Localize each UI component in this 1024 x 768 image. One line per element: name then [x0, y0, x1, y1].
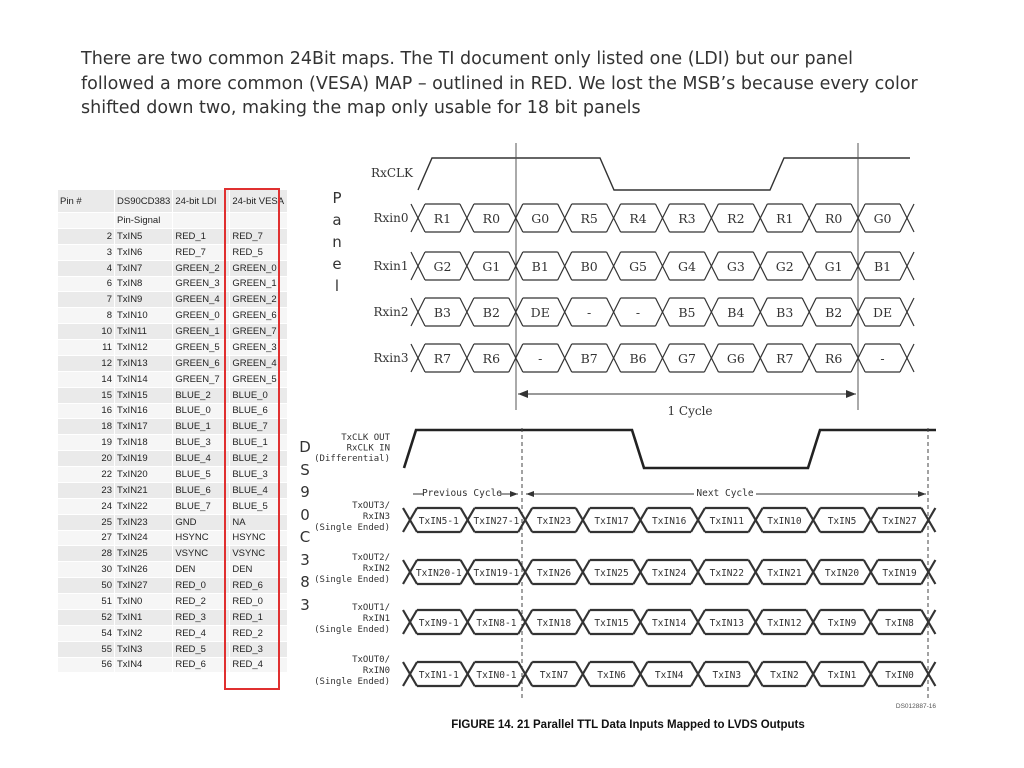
panel-bit-label: - [538, 351, 543, 366]
ds-bit-label: TxIN12 [767, 618, 802, 629]
cell-ldi: RED_0 [173, 578, 230, 594]
ds-lane-label: TxOUT1/ [352, 603, 390, 613]
ds-lane-label: RxIN2 [362, 564, 390, 574]
header-ldi: 24-bit LDI [173, 190, 230, 213]
cell-signal: TxIN1 [115, 609, 173, 625]
panel-bit-label: R6 [482, 351, 501, 366]
intro-paragraph: There are two common 24Bit maps. The TI document only listed one (LDI) but our panel followed a more common (VESA) MAP – outlined in RED. We lost the MSB’s because every color shifted down two, making the map only usable for 18 bit panels [81, 49, 918, 118]
ds-label-letter: 0 [300, 505, 310, 524]
panel-bit-label: B1 [531, 259, 549, 274]
cell-signal: TxIN18 [115, 435, 173, 451]
ds-bit-label: TxIN15 [594, 618, 629, 629]
ds-bit-label: TxIN22 [709, 568, 744, 579]
cell-ldi: RED_5 [173, 641, 230, 657]
cell-pin: 19 [58, 435, 115, 451]
cell-vesa: GREEN_5 [230, 371, 288, 387]
cell-pin: 6 [58, 276, 115, 292]
cell-pin: 50 [58, 578, 115, 594]
panel-bit-label: - [635, 305, 641, 320]
cell-vesa: RED_0 [230, 594, 288, 610]
cell-signal: TxIN27 [115, 578, 173, 594]
ds-lane-label: RxIN0 [362, 666, 390, 676]
ds-lane-label: (Single Ended) [314, 575, 390, 585]
panel-bit-label: R5 [580, 211, 598, 226]
cell-pin: 4 [58, 260, 115, 276]
ds-bit-label: TxIN0-1 [476, 670, 517, 681]
panel-lane-label: Rxin0 [373, 211, 409, 225]
panel-cycle-arrowhead [518, 390, 528, 398]
cell-vesa: GREEN_6 [230, 308, 288, 324]
ds-label-letter: S [300, 460, 310, 479]
ds-bit-label: TxIN5 [827, 516, 857, 527]
cell-ldi: GREEN_3 [173, 276, 230, 292]
cell-ldi: GREEN_2 [173, 260, 230, 276]
cell-signal: TxIN5 [115, 228, 173, 244]
ds-label-letter: C [299, 528, 311, 546]
panel-bit-label: G7 [677, 351, 696, 366]
header-vesa: 24-bit VESA [230, 190, 288, 213]
cell-ldi: RED_6 [173, 657, 230, 673]
ds-bit-label: TxIN24 [652, 568, 687, 579]
ds-arrowhead [510, 491, 518, 497]
ds-label-letter: 3 [300, 595, 310, 614]
ds-bit-label: TxIN9 [827, 618, 857, 629]
panel-clock-waveform [418, 158, 910, 190]
cell-ldi: DEN [173, 562, 230, 578]
ds-label-letter: 8 [300, 573, 310, 591]
panel-bit-label: B1 [873, 259, 892, 274]
cell-pin: 54 [58, 625, 115, 641]
panel-lane [411, 252, 914, 280]
cell-signal: TxIN24 [115, 530, 173, 546]
ds-lane-label: TxOUT0/ [352, 655, 390, 665]
panel-bit-label: B3 [776, 305, 794, 320]
ds-arrowhead [918, 491, 926, 497]
cell-ldi: BLUE_4 [173, 451, 230, 467]
cell-signal: TxIN11 [115, 324, 173, 340]
cell-vesa: RED_2 [230, 625, 288, 641]
panel-bit-label: DE [872, 305, 893, 320]
cell-pin: 22 [58, 467, 115, 483]
cell-signal: TxIN4 [115, 657, 173, 673]
panel-lane-label: Rxin1 [373, 259, 409, 273]
cell-signal: TxIN3 [115, 641, 173, 657]
panel-cycle-label: 1 Cycle [667, 404, 713, 418]
panel-bit-label: G2 [775, 259, 794, 274]
panel-bit-label: G0 [873, 211, 892, 226]
ds-bit-label: TxIN2 [770, 670, 799, 681]
ds-bit-label: TxIN1 [827, 670, 857, 681]
panel-bit-label: B2 [482, 305, 500, 320]
panel-bit-label: G6 [726, 351, 745, 366]
cell-vesa: BLUE_1 [230, 435, 288, 451]
cell-vesa: GREEN_7 [230, 324, 288, 340]
ds-label-letter: D [299, 438, 311, 456]
panel-bit-label: B3 [433, 305, 452, 320]
ds-lane [403, 610, 935, 634]
cell-ldi: VSYNC [173, 546, 230, 562]
panel-label-letter: l [334, 277, 340, 295]
ds-bit-label: TxIN11 [709, 516, 744, 527]
ds-clock-waveform [404, 430, 936, 468]
cell-signal: TxIN0 [115, 594, 173, 610]
cell-pin: 16 [58, 403, 115, 419]
ds-bit-label: TxIN1-1 [418, 670, 459, 681]
ds-bit-label: TxIN7 [539, 670, 569, 681]
cell-pin: 14 [58, 371, 115, 387]
cell-ldi: RED_1 [173, 228, 230, 244]
ds-bit-label: TxIN3 [712, 670, 742, 681]
cell-ldi: RED_7 [173, 244, 230, 260]
panel-lane-label: Rxin2 [373, 305, 409, 319]
cell-vesa: BLUE_6 [230, 403, 288, 419]
ds-lane-label: (Single Ended) [314, 677, 390, 687]
cell-pin: 18 [58, 419, 115, 435]
ds-bit-label: TxIN5-1 [418, 516, 459, 527]
ds-bit-label: TxIN8 [885, 618, 914, 629]
cell-pin: 7 [58, 292, 115, 308]
panel-bit-label: G1 [482, 259, 501, 274]
cell-pin: 25 [58, 514, 115, 530]
cell-pin: 28 [58, 546, 115, 562]
cell-vesa: GREEN_0 [230, 260, 288, 276]
panel-label-letter: e [332, 255, 342, 273]
cell-ldi: BLUE_5 [173, 467, 230, 483]
ds-arrowhead [526, 491, 534, 497]
cell-pin: 27 [58, 530, 115, 546]
cell-vesa: NA [230, 514, 288, 530]
panel-bit-label: R4 [629, 211, 647, 226]
panel-bit-label: B0 [580, 259, 598, 274]
cell-pin: 15 [58, 387, 115, 403]
ds-bit-label: TxIN19 [882, 568, 917, 579]
ds-clock-label: TxCLK OUT [341, 433, 390, 443]
cell-pin: 55 [58, 641, 115, 657]
cell-signal: TxIN21 [115, 482, 173, 498]
cell-vesa: RED_7 [230, 228, 288, 244]
panel-lane-label: Rxin3 [373, 351, 409, 365]
ds-bit-label: TxIN6 [597, 670, 626, 681]
panel-bit-label: B7 [580, 351, 598, 366]
panel-bit-label: R7 [776, 351, 794, 366]
cell-signal: TxIN2 [115, 625, 173, 641]
cell-ldi: GREEN_0 [173, 308, 230, 324]
panel-bit-label: R7 [433, 351, 452, 366]
panel-bit-label: G2 [433, 259, 452, 274]
cell-ldi: GREEN_6 [173, 355, 230, 371]
cell-ldi: GREEN_4 [173, 292, 230, 308]
ds-next-cycle-label: Next Cycle [696, 488, 754, 499]
cell-vesa: RED_1 [230, 609, 288, 625]
cell-vesa: GREEN_3 [230, 340, 288, 356]
ds-bit-label: TxIN21 [767, 568, 802, 579]
panel-bit-label: R0 [482, 211, 501, 226]
cell-signal: TxIN8 [115, 276, 173, 292]
panel-label-letter: P [332, 189, 342, 207]
ds-clock-label: (Differential) [314, 454, 390, 464]
ds-bit-label: TxIN16 [652, 516, 687, 527]
cell-ldi: BLUE_2 [173, 387, 230, 403]
ds-clock-label: RxCLK IN [346, 443, 390, 454]
cell-ldi: GREEN_5 [173, 340, 230, 356]
ds-lane [403, 508, 935, 532]
ds-lane-label: (Single Ended) [314, 523, 390, 533]
cell-vesa: RED_6 [230, 578, 288, 594]
cell-vesa: RED_5 [230, 244, 288, 260]
panel-bit-label: - [880, 351, 885, 366]
ds-lane-label: (Single Ended) [314, 625, 390, 635]
panel-bit-label: R0 [824, 211, 843, 226]
panel-cycle-arrowhead [846, 390, 856, 398]
ds-bit-label: TxIN14 [652, 618, 687, 629]
panel-bit-label: G0 [531, 211, 550, 226]
panel-lane [411, 344, 914, 372]
cell-signal: TxIN15 [115, 387, 173, 403]
cell-signal: TxIN22 [115, 498, 173, 514]
cell-signal: TxIN10 [115, 308, 173, 324]
cell-pin: 12 [58, 355, 115, 371]
ds-bit-label: TxIN19-1 [473, 568, 520, 579]
cell-vesa: BLUE_7 [230, 419, 288, 435]
cell-ldi: BLUE_6 [173, 482, 230, 498]
cell-pin: 20 [58, 451, 115, 467]
panel-bit-label: B6 [629, 351, 647, 366]
panel-label-letter: n [332, 233, 342, 251]
cell-vesa: VSYNC [230, 546, 288, 562]
cell-vesa: BLUE_2 [230, 451, 288, 467]
panel-bit-label: R1 [433, 211, 452, 226]
cell-pin: 52 [58, 609, 115, 625]
panel-label-letter: a [332, 211, 342, 229]
cell-pin: 23 [58, 482, 115, 498]
cell-ldi: GREEN_7 [173, 371, 230, 387]
cell-pin: 56 [58, 657, 115, 673]
ds-bit-label: TxIN8-1 [476, 618, 517, 629]
cell-signal: TxIN14 [115, 371, 173, 387]
cell-vesa: BLUE_5 [230, 498, 288, 514]
ds-bit-label: TxIN20-1 [415, 568, 462, 579]
ds-bit-label: TxIN9-1 [418, 618, 459, 629]
cell-pin: 11 [58, 340, 115, 356]
ds-bit-label: TxIN4 [654, 670, 684, 681]
ds-bit-label: TxIN13 [709, 618, 744, 629]
cell-ldi: BLUE_0 [173, 403, 230, 419]
cell-vesa: GREEN_4 [230, 355, 288, 371]
cell-ldi: BLUE_3 [173, 435, 230, 451]
ds-label-letter: 9 [300, 483, 310, 501]
ds-lane-label: TxOUT2/ [352, 553, 390, 563]
cell-ldi: RED_2 [173, 594, 230, 610]
cell-signal: TxIN17 [115, 419, 173, 435]
ds-lane [403, 662, 935, 686]
cell-signal: TxIN26 [115, 562, 173, 578]
ds-lane-label: RxIN1 [362, 614, 390, 624]
cell-ldi: RED_3 [173, 609, 230, 625]
ds-bit-label: TxIN27 [882, 516, 917, 527]
cell-vesa: HSYNC [230, 530, 288, 546]
header-signal: DS90CD383 [115, 190, 173, 213]
panel-bit-label: R2 [727, 211, 745, 226]
ds-bit-label: TxIN17 [594, 516, 629, 527]
ds-bit-label: TxIN0 [885, 670, 914, 681]
ds-lane-label: TxOUT3/ [352, 501, 390, 511]
panel-bit-label: G3 [726, 259, 745, 274]
cell-vesa: GREEN_1 [230, 276, 288, 292]
ds-previous-cycle-label: Previous Cycle [421, 488, 503, 499]
cell-vesa: BLUE_4 [230, 482, 288, 498]
panel-bit-label: G5 [629, 259, 648, 274]
panel-bit-label: G1 [824, 259, 843, 274]
panel-bit-label: DE [530, 305, 550, 320]
panel-clock-label: RxCLK [371, 166, 413, 180]
cell-pin: 51 [58, 594, 115, 610]
panel-bit-label: - [587, 305, 592, 320]
panel-bit-label: R1 [776, 211, 794, 226]
ds-bit-label: TxIN20 [824, 568, 860, 579]
panel-bit-label: B5 [678, 305, 696, 320]
cell-ldi: HSYNC [173, 530, 230, 546]
ds-lane-label: RxIN3 [362, 512, 390, 522]
panel-bit-label: R3 [678, 211, 696, 226]
panel-bit-label: B4 [727, 305, 745, 320]
cell-vesa: GREEN_2 [230, 292, 288, 308]
cell-signal: TxIN9 [115, 292, 173, 308]
ds-bit-label: TxIN26 [536, 568, 572, 579]
cell-signal: TxIN6 [115, 244, 173, 260]
ds-bit-label: TxIN25 [594, 568, 629, 579]
cell-signal: TxIN20 [115, 467, 173, 483]
cell-pin: 8 [58, 308, 115, 324]
cell-vesa: RED_4 [230, 657, 288, 673]
cell-pin: 3 [58, 244, 115, 260]
cell-vesa: RED_3 [230, 641, 288, 657]
panel-bit-label: G4 [677, 259, 696, 274]
cell-vesa: DEN [230, 562, 288, 578]
cell-vesa: BLUE_3 [230, 467, 288, 483]
ds-bit-label: TxIN10 [767, 516, 802, 527]
panel-bit-label: B2 [825, 305, 843, 320]
cell-signal: TxIN12 [115, 340, 173, 356]
cell-ldi: GND [173, 514, 230, 530]
cell-signal: TxIN23 [115, 514, 173, 530]
ds-label-letter: 3 [300, 550, 310, 569]
cell-signal: TxIN19 [115, 451, 173, 467]
cell-vesa: BLUE_0 [230, 387, 288, 403]
cell-ldi: RED_4 [173, 625, 230, 641]
cell-ldi: BLUE_7 [173, 498, 230, 514]
ds-bit-label: TxIN23 [536, 516, 572, 527]
panel-lane [411, 204, 914, 232]
cell-signal: TxIN16 [115, 403, 173, 419]
cell-signal: TxIN25 [115, 546, 173, 562]
cell-pin: 2 [58, 228, 115, 244]
cell-pin: 10 [58, 324, 115, 340]
panel-bit-label: R6 [824, 351, 843, 366]
cell-ldi: BLUE_1 [173, 419, 230, 435]
cell-ldi: GREEN_1 [173, 324, 230, 340]
header-pin: Pin # [58, 190, 115, 213]
header-signal-sub: Pin-Signal [115, 213, 173, 229]
cell-pin: 30 [58, 562, 115, 578]
ds-document-id: DS012887-16 [895, 703, 936, 710]
figure-caption: FIGURE 14. 21 Parallel TTL Data Inputs Mapped to LVDS Outputs [451, 719, 805, 731]
ds-bit-label: TxIN18 [536, 618, 572, 629]
cell-signal: TxIN13 [115, 355, 173, 371]
cell-signal: TxIN7 [115, 260, 173, 276]
ds-bit-label: TxIN27-1 [473, 516, 520, 527]
cell-pin: 24 [58, 498, 115, 514]
panel-lane [411, 298, 914, 326]
ds-lane [403, 560, 935, 584]
